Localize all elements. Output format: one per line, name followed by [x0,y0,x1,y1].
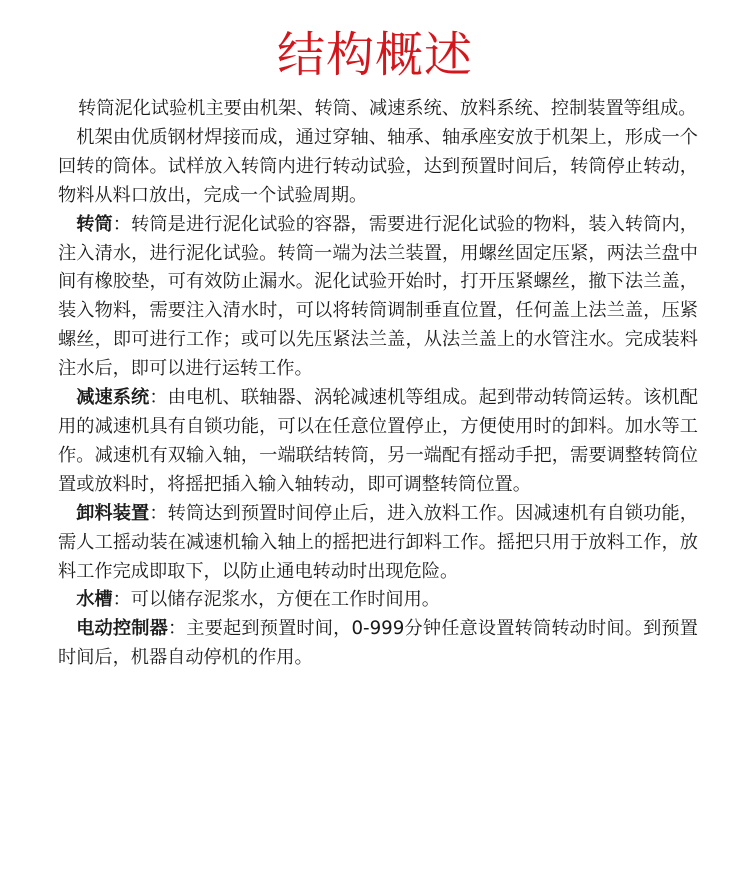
tank-label: 水槽 [76,589,113,611]
unload-label: 卸料装置 [76,502,150,524]
page-title: 结构概述 [276,27,473,83]
reducer-label: 减速系统 [76,387,150,409]
controller-label: 电动控制器 [76,618,168,640]
tank-paragraph [58,586,698,615]
controller-paragraph [58,615,698,673]
document-body [58,95,698,673]
intro-paragraph: 转筒泥化试验机主要由机架、转筒、减速系统、放料系统、控制装置等组成。 [78,98,697,119]
tank-text: ：可以储存泥浆水，方便在工作时间用。 [112,589,440,611]
drum-paragraph [58,211,698,384]
unload-text: ：转筒达到预置时间停止后，进入放料工作。因减速机有自锁功能，需人工摇动装在减速机输入轴上的摇把进行卸料工作。摇把只用于放料工作，放料工作完成即取下，以防止通电转动时出现危险。 [58,502,698,582]
drum-label: 转筒 [76,213,113,235]
reducer-paragraph [58,384,698,500]
drum-text: ：转筒是进行泥化试验的容器，需要进行泥化试验的物料，装入转筒内，注入清水，进行泥化试验。转筒一端为法兰装置，用螺丝固定压紧，两法兰盘中间有橡胶垫，可有效防止漏水。泥化试验开始时，打开压紧螺丝，撤下法兰盖，装入物料，需要注入清水时，可以将转筒调制垂直位置，任何盖上法兰盖，压紧螺丝，即可进行工作；或可以先压紧法兰盖，从法兰盖上的水管注水。完成装料注水后，即可以进行运转工作。 [58,213,698,380]
unload-paragraph [58,500,698,587]
reducer-text: ：由电机、联轴器、涡轮减速机等组成。起到带动转筒运转。该机配用的减速机具有自锁功能，可以在任意位置停止，方便使用时的卸料。加水等工作。减速机有双输入轴，一端联结转筒，另一端配有摇动手把，需要调整转筒位置或放料时，将摇把插入输入轴转动，即可调整转筒位置。 [58,387,698,495]
frame-paragraph: 机架由优质钢材焊接而成，通过穿轴、轴承、轴承座安放于机架上，形成一个回转的筒体。试样放入转筒内进行转动试验，达到预置时间后，转筒停止转动，物料从料口放出，完成一个试验周期。 [58,126,698,206]
controller-text: ：主要起到预置时间，0-999分钟任意设置转筒转动时间。到预置时间后，机器自动停机的作用。 [58,618,698,669]
